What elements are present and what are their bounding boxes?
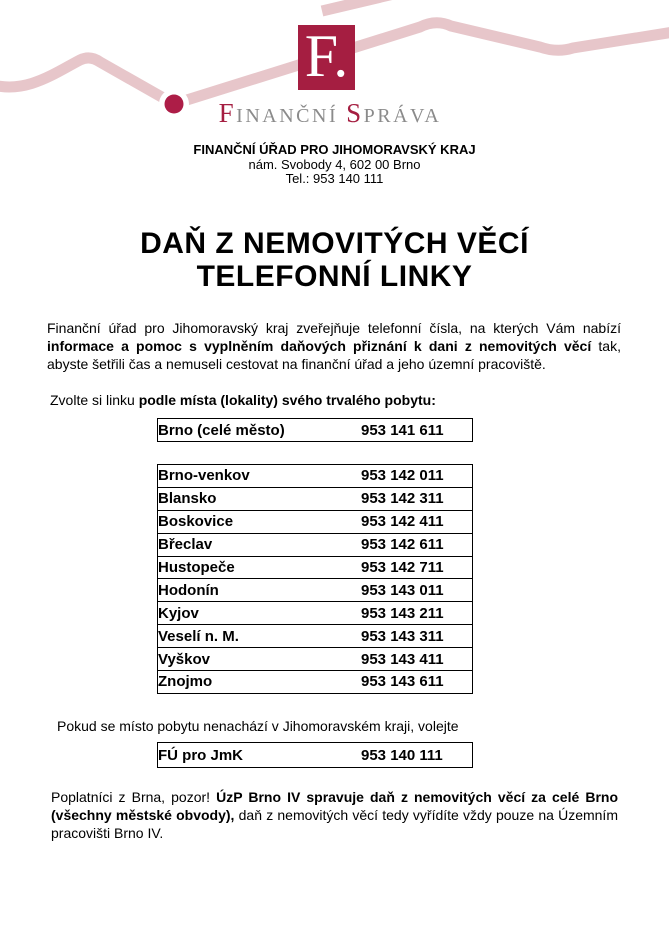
place-cell: Blansko: [158, 487, 362, 510]
table-row: [158, 556, 473, 579]
brand-rest-inancni: INANČNÍ: [236, 105, 339, 127]
phone-cell: 953 142 411: [361, 510, 473, 533]
phone-cell: 953 143 211: [361, 602, 473, 625]
choose-line: [50, 391, 640, 409]
place-cell: Vyškov: [158, 648, 362, 671]
phone-cell: 953 142 711: [361, 556, 473, 579]
brand-wordmark: [0, 98, 660, 129]
outside-region-note: Pokud se místo pobytu nenachází v Jihomoravském kraji, volejte: [57, 718, 459, 734]
fu-jmk-phone-table: [157, 742, 473, 768]
brand-initial-s: S: [346, 98, 364, 128]
logo-letter: F.: [304, 22, 349, 89]
footer-text-1: Poplatníci z Brna, pozor!: [51, 789, 217, 805]
page-title-line2: TELEFONNÍ LINKY: [196, 260, 473, 293]
place-cell: Břeclav: [158, 533, 362, 556]
phone-cell: 953 143 011: [361, 579, 473, 602]
table-row: [158, 510, 473, 533]
place-cell: Brno (celé město): [158, 419, 362, 442]
table-row: [158, 743, 473, 768]
table-row: [158, 671, 473, 694]
table-row: [158, 579, 473, 602]
intro-text-2: tak, abyste šetřili čas a nemuseli cestovat na finanční úřad a jeho územní pracoviště.: [47, 338, 621, 372]
page-title: [0, 227, 669, 293]
footer-warning-paragraph: [51, 788, 618, 842]
office-address: nám. Svobody 4, 602 00 Brno: [248, 156, 421, 172]
phone-cell: 953 143 411: [361, 648, 473, 671]
table-row: [158, 487, 473, 510]
intro-paragraph: [47, 319, 621, 373]
office-phone: Tel.: 953 140 111: [285, 171, 384, 186]
place-cell: Znojmo: [158, 671, 362, 694]
table-row: [158, 625, 473, 648]
phone-cell: 953 142 311: [361, 487, 473, 510]
place-cell: FÚ pro JmK: [158, 743, 362, 768]
place-cell: Boskovice: [158, 510, 362, 533]
place-cell: Veselí n. M.: [158, 625, 362, 648]
choose-text-bold: podle místa (lokality) svého trvalého pobytu:: [138, 392, 436, 408]
intro-text-1: Finanční úřad pro Jihomoravský kraj zveřejňuje telefonní čísla, na kterých Vám nabízí: [47, 320, 621, 336]
office-name: FINANČNÍ ÚŘAD PRO JIHOMORAVSKÝ KRAJ: [193, 142, 476, 157]
phone-cell: 953 142 611: [361, 533, 473, 556]
phone-cell: 953 143 611: [361, 671, 473, 694]
phone-cell: 953 142 011: [361, 465, 473, 488]
place-cell: Kyjov: [158, 602, 362, 625]
table-row: [158, 419, 473, 442]
brand-rest-prava: PRÁVA: [363, 105, 442, 127]
table-row: [158, 648, 473, 671]
wave-top-sliver: [322, 0, 398, 11]
table-row: [158, 465, 473, 488]
office-header: [0, 143, 669, 187]
place-cell: Hustopeče: [158, 556, 362, 579]
table-row: [158, 602, 473, 625]
choose-text-normal: Zvolte si linku: [50, 392, 139, 408]
brno-phone-table: [157, 418, 473, 442]
table-row: [158, 533, 473, 556]
brand-initial-f: F: [218, 98, 237, 128]
place-cell: Brno-venkov: [158, 465, 362, 488]
district-phone-table: [157, 464, 473, 694]
phone-cell: 953 140 111: [361, 743, 473, 768]
phone-cell: 953 143 311: [361, 625, 473, 648]
intro-text-bold: informace a pomoc s vyplněním daňových přiznání k dani z nemovitých věcí: [47, 338, 592, 354]
financni-sprava-logo: [298, 22, 355, 90]
phone-cell: 953 141 611: [361, 419, 473, 442]
footer-text-bold: ÚzP Brno IV spravuje daň z nemovitých věcí za celé Brno (všechny městské obvody),: [51, 789, 618, 823]
footer-text-2: daň z nemovitých věcí tedy vyřídíte vždy pouze na Územním pracovišti Brno IV.: [51, 807, 618, 841]
place-cell: Hodonín: [158, 579, 362, 602]
page-title-line1: DAŇ Z NEMOVITÝCH VĚCÍ: [140, 227, 529, 260]
